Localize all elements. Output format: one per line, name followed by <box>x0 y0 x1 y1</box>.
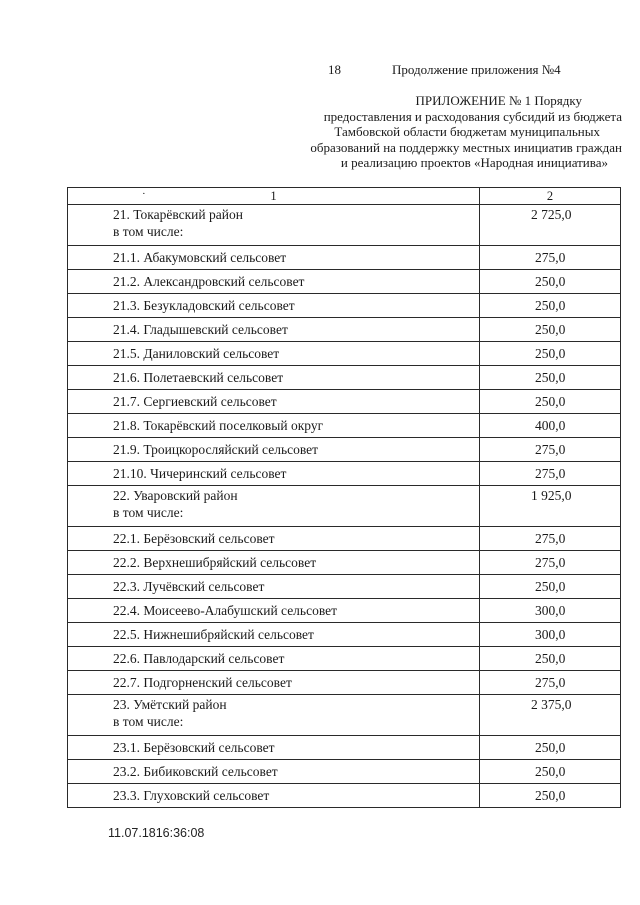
row-value: 250,0 <box>480 736 621 760</box>
row-value: 250,0 <box>480 760 621 784</box>
row-name-cell <box>68 342 480 366</box>
row-value: 275,0 <box>480 527 621 551</box>
table-row <box>68 736 621 760</box>
row-name: 22.3. Лучёвский сельсовет <box>113 579 265 594</box>
row-name-cell <box>68 414 480 438</box>
row-name-cell <box>68 527 480 551</box>
table-row <box>68 342 621 366</box>
column-header-label: 1 <box>270 189 277 203</box>
row-name: 22.4. Моисеево-Алабушский сельсовет <box>113 603 338 618</box>
table-row <box>68 366 621 390</box>
row-name-cell <box>68 366 480 390</box>
row-name: в том числе: <box>113 504 184 520</box>
row-value: 2 375,0 <box>480 695 621 736</box>
row-name-cell <box>68 390 480 414</box>
row-name: 21.9. Троицкоросляйский сельсовет <box>113 442 319 457</box>
row-name: 22.2. Верхнешибряйский сельсовет <box>113 555 317 570</box>
row-value: 275,0 <box>480 246 621 270</box>
page-number: 18 <box>328 62 341 77</box>
row-name-cell <box>68 599 480 623</box>
row-name: 21.1. Абакумовский сельсовет <box>113 250 287 265</box>
row-name-cell <box>68 294 480 318</box>
row-value: 250,0 <box>480 270 621 294</box>
row-value: 250,0 <box>480 575 621 599</box>
row-name-cell <box>68 205 480 246</box>
table-row <box>68 205 621 246</box>
row-name-cell <box>68 575 480 599</box>
subsidy-table <box>67 187 621 808</box>
row-name: 21.3. Безукладовский сельсовет <box>113 298 295 313</box>
table-row <box>68 414 621 438</box>
row-name: 21. Токарёвский район <box>113 207 243 222</box>
table-header-row <box>68 188 621 205</box>
table-row <box>68 462 621 486</box>
row-value: 250,0 <box>480 647 621 671</box>
row-name-cell <box>68 486 480 527</box>
table-row <box>68 671 621 695</box>
header-mark: · <box>142 188 146 200</box>
row-name: 21.8. Токарёвский поселковый округ <box>113 418 324 433</box>
row-value: 275,0 <box>480 671 621 695</box>
row-name: 21.7. Сергиевский сельсовет <box>113 394 277 409</box>
print-timestamp: 11.07.1816:36:08 <box>108 826 205 840</box>
table-row <box>68 527 621 551</box>
table-row <box>68 784 621 808</box>
table-row <box>68 551 621 575</box>
row-name-cell <box>68 438 480 462</box>
row-value: 2 725,0 <box>480 205 621 246</box>
row-value: 300,0 <box>480 599 621 623</box>
row-name-cell <box>68 551 480 575</box>
column-header-label: 2 <box>546 189 554 203</box>
table-row <box>68 695 621 736</box>
row-name: 21.6. Полетаевский сельсовет <box>113 370 284 385</box>
row-name-cell <box>68 623 480 647</box>
row-value: 250,0 <box>480 366 621 390</box>
appendix-heading <box>300 93 622 171</box>
row-value: 300,0 <box>480 623 621 647</box>
table-row <box>68 599 621 623</box>
row-name-cell <box>68 695 480 736</box>
row-name: 21.4. Гладышевский сельсовет <box>113 322 288 337</box>
row-name-cell <box>68 760 480 784</box>
row-name-cell <box>68 784 480 808</box>
row-value: 275,0 <box>480 462 621 486</box>
column-header <box>480 188 621 205</box>
row-name: 23.1. Берёзовский сельсовет <box>113 740 275 755</box>
table-row <box>68 647 621 671</box>
table-row <box>68 623 621 647</box>
row-name-cell <box>68 246 480 270</box>
appendix-line: предоставления и расходования субсидий из бюджета <box>323 108 622 124</box>
row-name-cell <box>68 671 480 695</box>
table-row <box>68 575 621 599</box>
table-row <box>68 318 621 342</box>
row-name: 21.2. Александровский сельсовет <box>113 274 305 289</box>
appendix-line: ПРИЛОЖЕНИЕ № 1 Порядку <box>415 93 582 108</box>
table-row <box>68 294 621 318</box>
row-name: 23.3. Глуховский сельсовет <box>113 788 270 803</box>
table-row <box>68 270 621 294</box>
row-value: 275,0 <box>480 438 621 462</box>
row-name: 21.10. Чичеринский сельсовет <box>113 466 287 481</box>
row-name-cell <box>68 647 480 671</box>
row-name: 22.5. Нижнешибряйский сельсовет <box>113 627 314 642</box>
row-name: 22.6. Павлодарский сельсовет <box>113 651 285 666</box>
row-name-cell <box>68 736 480 760</box>
row-name-cell <box>68 270 480 294</box>
row-name-cell <box>68 462 480 486</box>
row-name: 23. Умётский район <box>113 697 227 712</box>
row-name: 23.2. Бибиковский сельсовет <box>113 764 278 779</box>
appendix-line: Тамбовской области бюджетам муниципальных <box>334 124 600 139</box>
row-value: 250,0 <box>480 390 621 414</box>
table-row <box>68 438 621 462</box>
table-row <box>68 246 621 270</box>
appendix-line: образований на поддержку местных инициатив граждан <box>310 139 622 155</box>
row-value: 250,0 <box>480 784 621 808</box>
row-value: 275,0 <box>480 551 621 575</box>
row-name: в том числе: <box>113 223 184 239</box>
row-name-cell <box>68 318 480 342</box>
row-value: 250,0 <box>480 342 621 366</box>
continuation-title: Продолжение приложения №4 <box>392 62 561 77</box>
appendix-line: и реализацию проектов «Народная инициатива» <box>340 155 608 170</box>
row-value: 400,0 <box>480 414 621 438</box>
row-name: 21.5. Даниловский сельсовет <box>113 346 280 361</box>
table-row <box>68 390 621 414</box>
row-name: 22. Уваровский район <box>113 488 238 503</box>
table-row <box>68 486 621 527</box>
table-row <box>68 760 621 784</box>
row-name: в том числе: <box>113 713 184 729</box>
row-name: 22.7. Подгорненский сельсовет <box>113 675 292 690</box>
row-value: 250,0 <box>480 294 621 318</box>
row-value: 250,0 <box>480 318 621 342</box>
column-header <box>68 188 480 205</box>
row-name: 22.1. Берёзовский сельсовет <box>113 531 275 546</box>
row-value: 1 925,0 <box>480 486 621 527</box>
